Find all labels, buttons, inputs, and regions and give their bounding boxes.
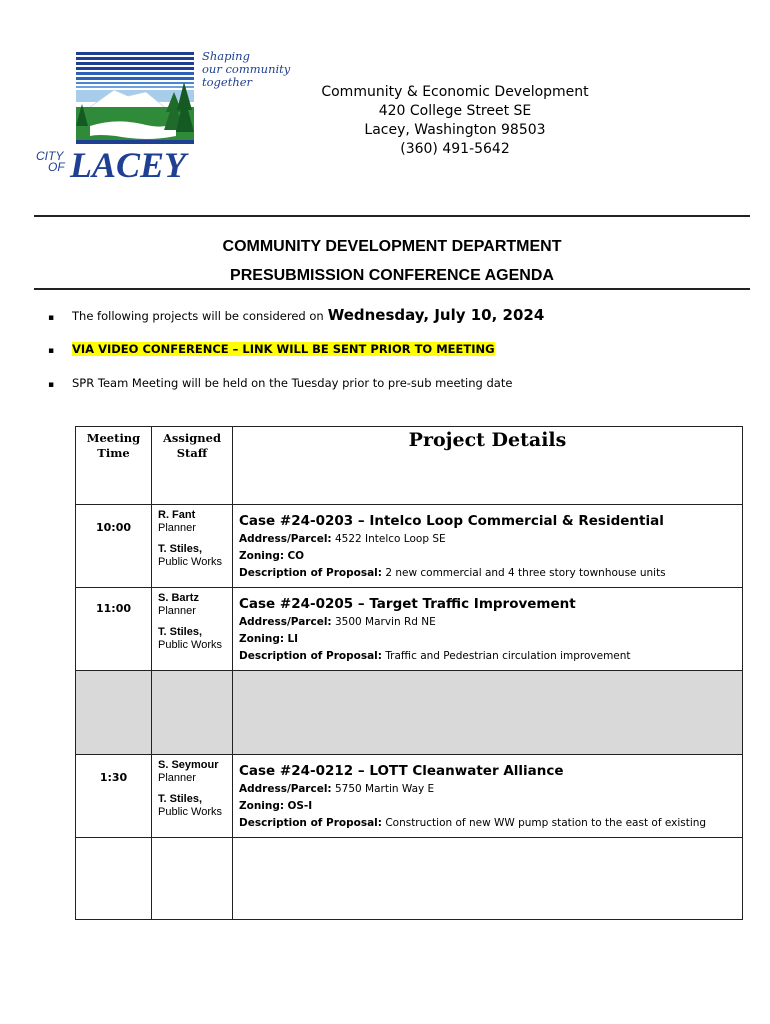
staff-role: Planner [158,772,196,784]
video-conference-notice: VIA VIDEO CONFERENCE – LINK WILL BE SENT PRIOR TO MEETING [72,342,495,356]
staff-name: S. Bartz [158,592,199,604]
staff-role: Public Works [158,556,222,568]
staff-role: Public Works [158,806,222,818]
project-details [233,588,743,671]
tagline-line: Shaping [202,49,250,63]
bullet-meeting-date [48,306,544,324]
title-line-2: PRESUBMISSION CONFERENCE AGENDA [230,267,554,284]
logo-city-of [36,151,65,173]
zoning-value: CO [287,550,305,562]
bullet-video-conference [48,342,495,356]
header-text: Assigned [163,431,221,445]
description-line [239,565,742,582]
empty-cell [233,838,743,920]
zoning-label: Zoning: [239,800,285,812]
zoning-line [239,798,742,815]
staff-name: R. Fant [158,509,196,521]
project-details [233,755,743,838]
address-label: Address/Parcel: [239,616,332,628]
assigned-staff [152,505,233,588]
empty-cell [152,838,233,920]
description-line [239,815,742,832]
description-line [239,648,742,665]
empty-cell [233,671,743,755]
address-line [239,781,742,798]
bullet-spr-meeting [48,376,512,390]
department-name: Community & Economic Development [321,84,589,100]
assigned-staff [152,755,233,838]
staff-name: T. Stiles, [158,626,203,638]
address-line [239,531,742,548]
bullet-marker: ▪ [48,380,55,390]
city-state-zip: Lacey, Washington 98503 [364,122,546,138]
zoning-value: OS-I [287,800,313,812]
logo-emblem-icon [76,52,196,152]
zoning-label: Zoning: [239,550,285,562]
empty-cell [152,671,233,755]
table-row [76,755,743,838]
description-label: Description of Proposal: [239,650,382,662]
case-title: Case #24-0203 – Intelco Loop Commercial & Residential [239,513,664,529]
zoning-label: Zoning: [239,633,285,645]
header-text: Time [97,446,130,460]
logo-city-text: CITY [36,149,64,163]
address-value: 4522 Intelco Loop SE [334,533,446,545]
zoning-line [239,548,742,565]
table-row [76,588,743,671]
bullet-marker: ▪ [48,313,55,323]
meeting-time [76,755,152,838]
spr-notice-text: SPR Team Meeting will be held on the Tuesday prior to pre-sub meeting date [72,376,513,390]
staff-name: S. Seymour [158,759,219,771]
title-divider [34,288,750,290]
agenda-table [75,426,743,920]
phone-number: (360) 491-5642 [400,141,510,157]
bullet-marker: ▪ [48,346,55,356]
bullet-intro-text: The following projects will be considered on [72,309,324,323]
staff-role: Public Works [158,639,222,651]
tagline-line: together [202,75,253,89]
address-line [239,614,742,631]
assigned-staff [152,588,233,671]
zoning-line [239,631,742,648]
staff-name: T. Stiles, [158,793,203,805]
logo-lacey-text: LACEY [70,145,187,185]
logo-of-text: OF [48,160,65,174]
description-value: Traffic and Pedestrian circulation improvement [385,650,631,662]
title-line-1: COMMUNITY DEVELOPMENT DEPARTMENT [222,238,562,255]
address-value: 3500 Marvin Rd NE [334,616,436,628]
empty-cell [76,838,152,920]
empty-cell [76,671,152,755]
staff-name: T. Stiles, [158,543,203,555]
table-row-empty [76,838,743,920]
table-header-row [76,427,743,505]
address-value: 5750 Martin Way E [334,783,435,795]
header-meeting-time [76,427,152,505]
top-divider [34,215,750,217]
meeting-time [76,505,152,588]
time-text: 11:00 [95,602,131,615]
table-row [76,505,743,588]
description-value: 2 new commercial and 4 three story townhouse units [385,567,666,579]
staff-role: Planner [158,605,196,617]
description-value: Construction of new WW pump station to the east of existing [385,817,707,829]
document-title [34,232,750,290]
time-text: 10:00 [95,521,131,534]
logo-tagline [202,50,290,89]
staff-role: Planner [158,522,196,534]
description-label: Description of Proposal: [239,817,382,829]
address-label: Address/Parcel: [239,783,332,795]
time-text: 1:30 [99,771,128,784]
case-title: Case #24-0212 – LOTT Cleanwater Alliance [239,763,564,779]
meeting-date: Wednesday, July 10, 2024 [327,306,545,324]
project-details [233,505,743,588]
address-block [300,83,610,159]
header-assigned-staff [152,427,233,505]
description-label: Description of Proposal: [239,567,382,579]
address-label: Address/Parcel: [239,533,332,545]
header-text: Staff [176,446,208,460]
street-address: 420 College Street SE [378,103,532,119]
table-row-empty [76,671,743,755]
header-project-details: Project Details [233,427,743,505]
header-text: Meeting [86,431,141,445]
meeting-time [76,588,152,671]
zoning-value: LI [287,633,299,645]
city-of-lacey-logo [36,48,296,183]
tagline-line: our community [202,62,291,76]
case-title: Case #24-0205 – Target Traffic Improvement [239,596,576,612]
